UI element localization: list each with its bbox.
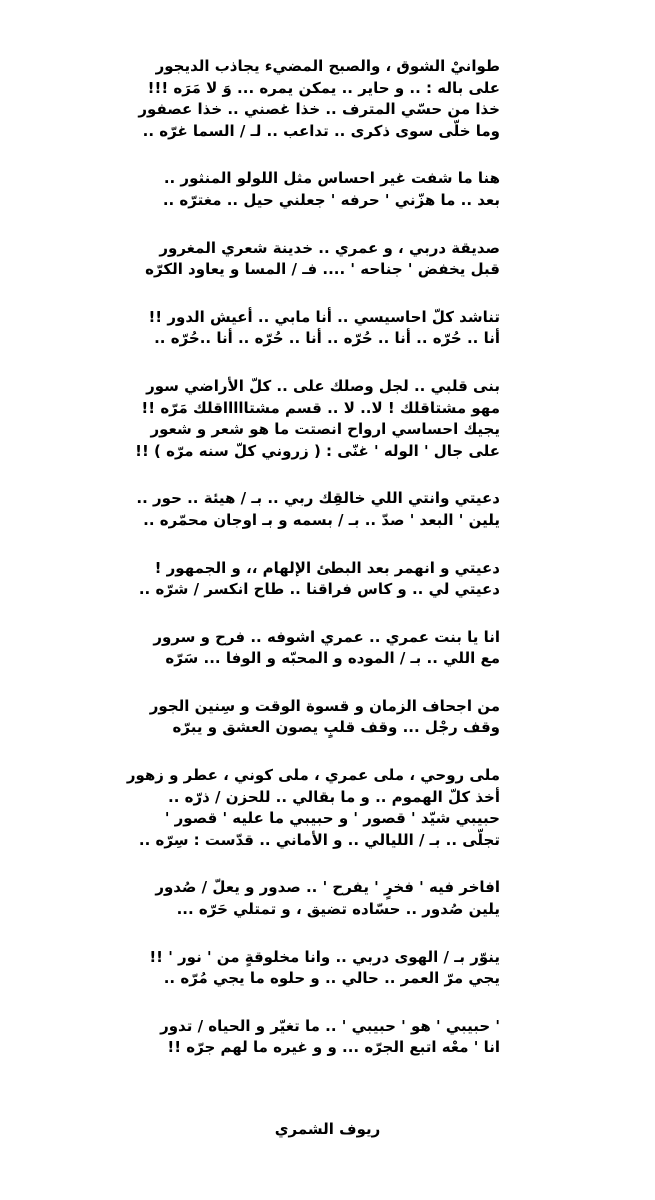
poem-line: بعد .. ما هزّني ' حرفه ' جعلني حيل .. مغترّه .. [162, 190, 500, 209]
poem-stanza [150, 877, 500, 920]
poem-stanza [145, 238, 500, 281]
poem-line: يلين ' البعد ' صدّ .. بـ / بسمه و بـ اوجان محمّره .. [143, 510, 500, 529]
poem-stanza [150, 307, 500, 350]
poem-line: من اجحاف الزمان و قسوة الوقت و سِنين الجور [149, 696, 500, 715]
poem-line: مع اللي .. بـ / الموده و المحبّه و الوفا ... سَرّه [165, 649, 500, 668]
poem-line: دعيتي و انهمر بعد البطئ الإلهام ،، و الجمهور ! [154, 558, 500, 577]
poem-stanza [150, 947, 500, 990]
poem-stanza [138, 558, 500, 601]
poem-stanza [126, 765, 500, 851]
poem-stanza [136, 488, 500, 531]
poem-line: أنا .. حُرّه .. أنا .. حُرّه .. أنا .. حُرّه .. أنا ..حُرّه .. [154, 329, 500, 348]
poem-line: تناشد كلّ احاسيسي .. أنا مابي .. أعيش الدور !! [148, 307, 500, 326]
poem-line: انا يا بنت عمري .. عمري اشوفه .. فرح و سرور [153, 627, 500, 646]
poem-line: وقف رجْل ... وقف قلبٍ يصون العشق و يبرّه [172, 718, 500, 737]
poem-line: ينوّر بـ / الهوى دربي .. وانا مخلوقةٍ من ' نور ' !! [149, 947, 500, 966]
poem-line: أخذ كلّ الهموم .. و ما بقالي .. للحزن / ذرّه .. [168, 787, 500, 806]
poem-line: ملى روحي ، ملى عمري ، ملى كوني ، عطر و زهور [126, 766, 500, 785]
poem-line: خذا من حسّي المترف .. خذا غصني .. خذا عصفور [138, 100, 500, 119]
poem-line: تجلّى .. بـ / الليالي .. و الأماني .. قدّست : سِرّه .. [138, 830, 500, 849]
poem-stanza [150, 627, 500, 670]
poem-stanza [150, 1016, 500, 1059]
poem-line: انا ' معْه اتبع الجرّه ... و و غيره ما لهم جرّه !! [167, 1038, 500, 1057]
poem-line: على جال ' الوله ' غنّى : ( زروني كلّ سنه مرّه ) !! [135, 441, 500, 460]
poem-line: يجيك احساسي ارواح انصتت ما هو شعر و شعور [150, 420, 500, 439]
poem-line: ' حبيبي ' هو ' حبيبي ' .. ما تغيّر و الحياه / تدور [160, 1016, 500, 1035]
poem-line: قبل يخفض ' جناحه ' .... فـ / المسا و يعاود الكرّه [145, 260, 500, 279]
poem-line: على باله : .. و حاير .. يمكن يمره ... وَ لا مَرَه !!! [147, 78, 500, 97]
poem-stanza [138, 56, 500, 142]
poem-body [126, 56, 500, 1085]
poem-line: يجي مرّ العمر .. حالي .. و حلوه ما يجي مُرّه .. [163, 969, 500, 988]
poem-line: مهو مشتاقلك ! لا.. لا .. قسم مشتاااااقلك مَرّه !! [141, 398, 500, 417]
poem-line: طوانيْ الشوق ، والصبح المضيء يجاذب الديجور [155, 57, 500, 75]
poem-line: دعيتي وانتي اللي خالقِك ربي .. بـ / هيئة .. حور .. [136, 489, 500, 508]
poem-line: بنى قلبي .. لجل وصلك على .. كلّ الأراضي سور [146, 376, 500, 395]
poet-signature: ريوف الشمري [274, 1120, 381, 1138]
poem-line: افاخر فيه ' فخرٍ ' يفرح ' .. صدور و يعلّ / صُدور [155, 878, 500, 897]
poem-stanza [135, 376, 500, 462]
poem-line: دعيتي لي .. و كاس فراقنا .. طاح انكسر / شرّه .. [138, 580, 500, 599]
poem-stanza [150, 696, 500, 739]
poem-line: صديقة دربي ، و عمري .. خدينة شعري المغرور [159, 238, 500, 257]
poem-line: هنا ما شفت غير احساس مثل اللولو المنثور .. [163, 169, 500, 188]
poem-stanza [150, 168, 500, 211]
poem-line: وما خلّى سوى ذكرى .. تداعب .. لـ / السما غرّه .. [142, 121, 500, 140]
poem-line: حبيبي شيّد ' قصور ' و حبيبي ما عليه ' قصور ' [164, 809, 500, 828]
poem-line: يلين صُدور .. حسّاده تضيق ، و تمتلي حَرّه ... [176, 900, 500, 919]
